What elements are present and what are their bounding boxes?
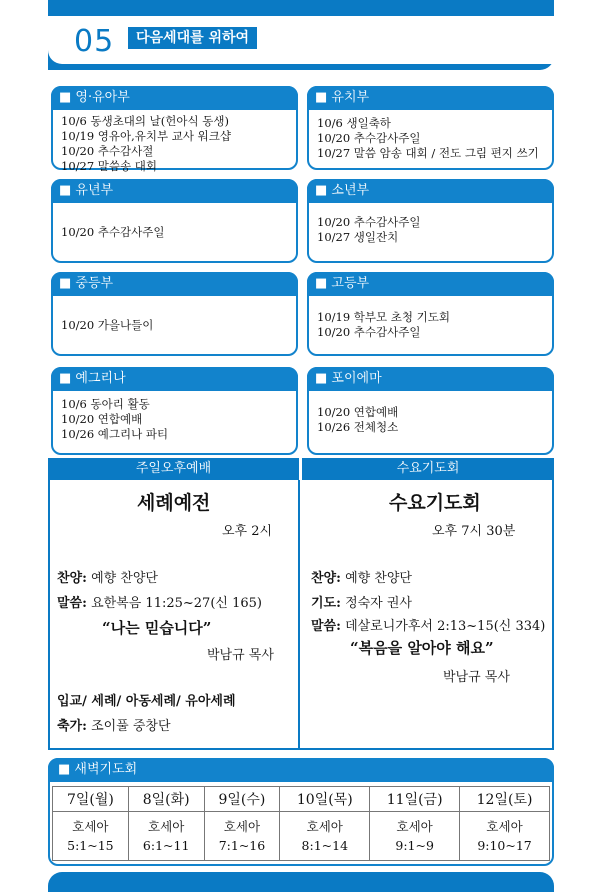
wednesday-sermon-title: “복음을 알아야 해요”: [350, 639, 494, 657]
dept-name: ■ 소년부: [315, 183, 370, 198]
sunday-service-title: 세례예전: [137, 492, 211, 514]
dept-card-poiema: [307, 367, 554, 455]
dept-card-elementary-junior: [51, 179, 298, 263]
dept-line: 10/6 동생초대의 날(헌아식 동생): [61, 114, 229, 128]
dept-name: ■ 유치부: [315, 90, 370, 105]
sunday-choir: 축가: 조이풀 중창단: [57, 719, 171, 734]
dept-line: 10/27 생일잔치: [317, 230, 399, 244]
section-number: 05: [74, 24, 115, 59]
dept-card-infant: [51, 86, 298, 173]
sunday-preacher: 박남규 목사: [207, 648, 274, 663]
day-cell: 10일(목): [280, 787, 370, 812]
dept-line: 10/20 가을나들이: [61, 318, 154, 332]
day-cell: 7일(월): [53, 787, 129, 812]
sunday-service-time: 오후 2시: [222, 524, 273, 539]
header-panel: [48, 16, 554, 64]
scripture-cell: 호세아 6:1~11: [128, 812, 204, 861]
dawn-prayer-title: ■ 새벽기도회: [48, 758, 554, 782]
dept-line: 10/20 추수감사주일: [317, 131, 421, 145]
dept-line: 10/19 영유아,유치부 교사 워크샵: [61, 129, 231, 143]
dept-card-yegrina: [51, 367, 298, 455]
sunday-scripture: 말씀: 요한복음 11:25~27(신 165): [57, 596, 262, 611]
wednesday-service-time: 오후 7시 30분: [432, 524, 516, 539]
dept-line: 10/27 말씀송 대회: [61, 159, 157, 173]
dept-line: 10/26 예그리나 파티: [61, 427, 169, 441]
sunday-rites: 입교/ 세례/ 아동세례/ 유아세례: [57, 694, 236, 709]
dept-name: ■ 예그리나: [59, 371, 126, 386]
dept-name: ■ 유년부: [59, 183, 114, 198]
dept-line: 10/20 추수감사절: [61, 144, 154, 158]
dept-line: 10/20 추수감사주일: [61, 225, 165, 239]
dept-name: ■ 중등부: [59, 276, 114, 291]
dawn-prayer-table: [52, 786, 550, 861]
sunday-sermon-title: “나는 믿습니다”: [102, 619, 212, 637]
sunday-service-header: 주일오후예배: [48, 458, 299, 480]
dept-line: 10/27 말씀 암송 대회 / 전도 그림 편지 쓰기: [317, 146, 539, 160]
dept-line: 10/6 동아리 활동: [61, 397, 150, 411]
dept-line: 10/6 생일축하: [317, 116, 391, 130]
day-cell: 8일(화): [128, 787, 204, 812]
dept-card-high: [307, 272, 554, 356]
dept-name: ■ 포이에마: [315, 371, 382, 386]
page-title: 다음세대를 위하여: [128, 27, 257, 49]
dept-name: ■ 고등부: [315, 276, 370, 291]
footer-bar: [48, 872, 554, 892]
dept-card-middle: [51, 272, 298, 356]
wednesday-prayer: 기도: 정숙자 권사: [311, 596, 412, 611]
wednesday-service-header: 수요기도회: [302, 458, 554, 480]
dept-line: 10/19 학부모 초청 기도회: [317, 310, 450, 324]
dept-name: ■ 영·유아부: [59, 90, 130, 105]
sunday-praise: 찬양: 예향 찬양단: [57, 571, 158, 586]
scripture-cell: 호세아 9:10~17: [460, 812, 550, 861]
wednesday-scripture: 말씀: 데살로니가후서 2:13~15(신 334): [311, 619, 546, 634]
scripture-cell: 호세아 8:1~14: [280, 812, 370, 861]
wednesday-preacher: 박남규 목사: [443, 670, 510, 685]
scripture-cell: 호세아 7:1~16: [204, 812, 280, 861]
dept-line: 10/20 추수감사주일: [317, 215, 421, 229]
dept-card-elementary-senior: [307, 179, 554, 263]
wednesday-praise: 찬양: 예향 찬양단: [311, 571, 412, 586]
day-cell: 12일(토): [460, 787, 550, 812]
dept-card-kindergarten: [307, 86, 554, 170]
dept-line: 10/20 추수감사주일: [317, 325, 421, 339]
dept-line: 10/26 전체청소: [317, 420, 399, 434]
scripture-cell: 호세아 5:1~15: [53, 812, 129, 861]
wednesday-service-title: 수요기도회: [389, 492, 481, 514]
dept-line: 10/20 연합예배: [317, 405, 399, 419]
day-cell: 11일(금): [370, 787, 460, 812]
scripture-cell: 호세아 9:1~9: [370, 812, 460, 861]
dept-line: 10/20 연합예배: [61, 412, 143, 426]
day-cell: 9일(수): [204, 787, 280, 812]
